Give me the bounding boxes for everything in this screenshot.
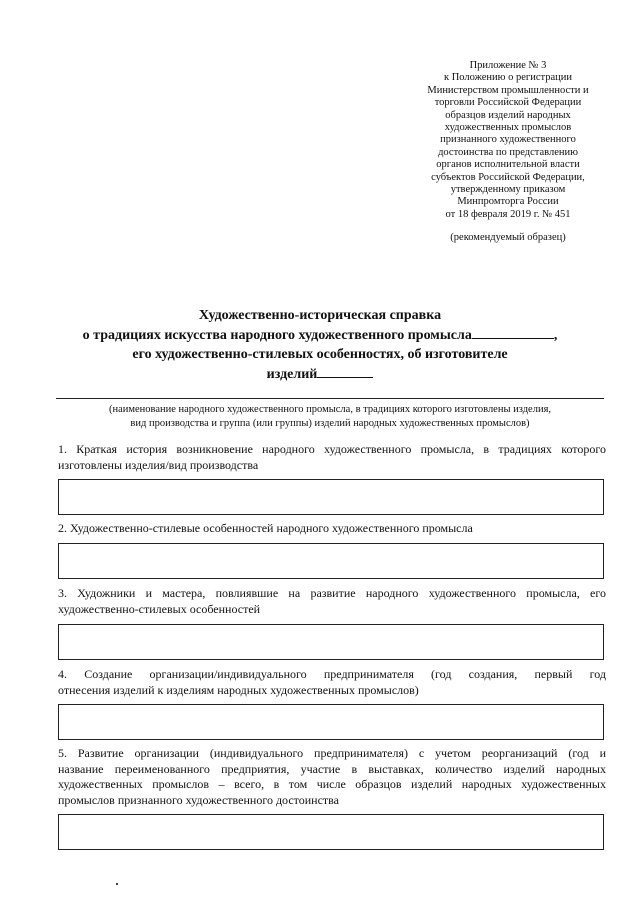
appendix-line: Минпромторга России bbox=[457, 196, 559, 208]
appendix-line: признанного художественного bbox=[440, 134, 576, 146]
manufacturer-blank[interactable] bbox=[317, 364, 373, 378]
section-2-label: 2. Художественно-стилевые особенностей народного художественного промысла bbox=[58, 521, 473, 535]
section-2-field[interactable] bbox=[58, 543, 604, 579]
appendix-line: от 18 февраля 2019 г. № 451 bbox=[445, 208, 571, 220]
section-4-label: 4. Создание организации/индивидуального предпринимателя (год создания, первый год отнесения изделий к изделиям народных художественных промыслов) bbox=[58, 667, 606, 697]
appendix-line: торговли Российской Федерации bbox=[434, 97, 582, 109]
title-line-3: его художественно-стилевых особенностях, об изготовителе bbox=[132, 347, 508, 362]
recommended-sample-note: (рекомендуемый образец) bbox=[450, 232, 566, 244]
appendix-line: достоинства по представлению bbox=[438, 146, 578, 158]
appendix-line: органов исполнительной власти bbox=[436, 159, 580, 171]
appendix-line: художественных промыслов bbox=[444, 122, 572, 134]
appendix-line: Приложение № 3 bbox=[469, 60, 547, 71]
scan-speck bbox=[116, 883, 118, 885]
craft-name-caption: (наименование народного художественного промысла, в традициях которого изготовлены изделия, вид производства и группа (или группы) изделий народных художественных промыслов) bbox=[108, 404, 552, 429]
section-1-label: 1. Краткая история возникновение народного художественного промысла, в традициях которого изготовлены изделия/вид производства bbox=[58, 442, 606, 472]
appendix-line: субъектов Российской Федерации, bbox=[431, 171, 585, 183]
appendix-line: образцов изделий народных bbox=[445, 109, 571, 121]
title-line-2: о традициях искусства народного художественного промысла , bbox=[40, 325, 600, 345]
title-line-4: изделий bbox=[40, 364, 600, 384]
section-3-field[interactable] bbox=[58, 624, 604, 660]
section-5-field[interactable] bbox=[58, 814, 604, 850]
document-title bbox=[40, 306, 600, 384]
craft-name-blank[interactable] bbox=[472, 325, 554, 339]
section-4-field[interactable] bbox=[58, 704, 604, 740]
appendix-line: утвержденному приказом bbox=[450, 184, 566, 196]
section-1-field[interactable] bbox=[58, 479, 604, 515]
title-line-1: Художественно-историческая справка bbox=[198, 308, 442, 323]
appendix-block bbox=[408, 60, 608, 245]
craft-name-line[interactable] bbox=[56, 398, 604, 399]
appendix-line: к Положению о регистрации bbox=[444, 72, 572, 84]
appendix-line: Министерством промышленности и bbox=[427, 84, 589, 96]
section-5-label: 5. Развитие организации (индивидуального предпринимателя) с учетом реорганизаций (год и название переименованного предприятия, участие в выставках, количество изделий народных художественных промыслов – всего, в том числе образцов изделий народных художественных промыслов признанного художественного достоинства bbox=[58, 746, 606, 807]
section-3-label: 3. Художники и мастера, повлиявшие на развитие народного художественного промысла, его художественно-стилевых особенностей bbox=[58, 586, 606, 616]
